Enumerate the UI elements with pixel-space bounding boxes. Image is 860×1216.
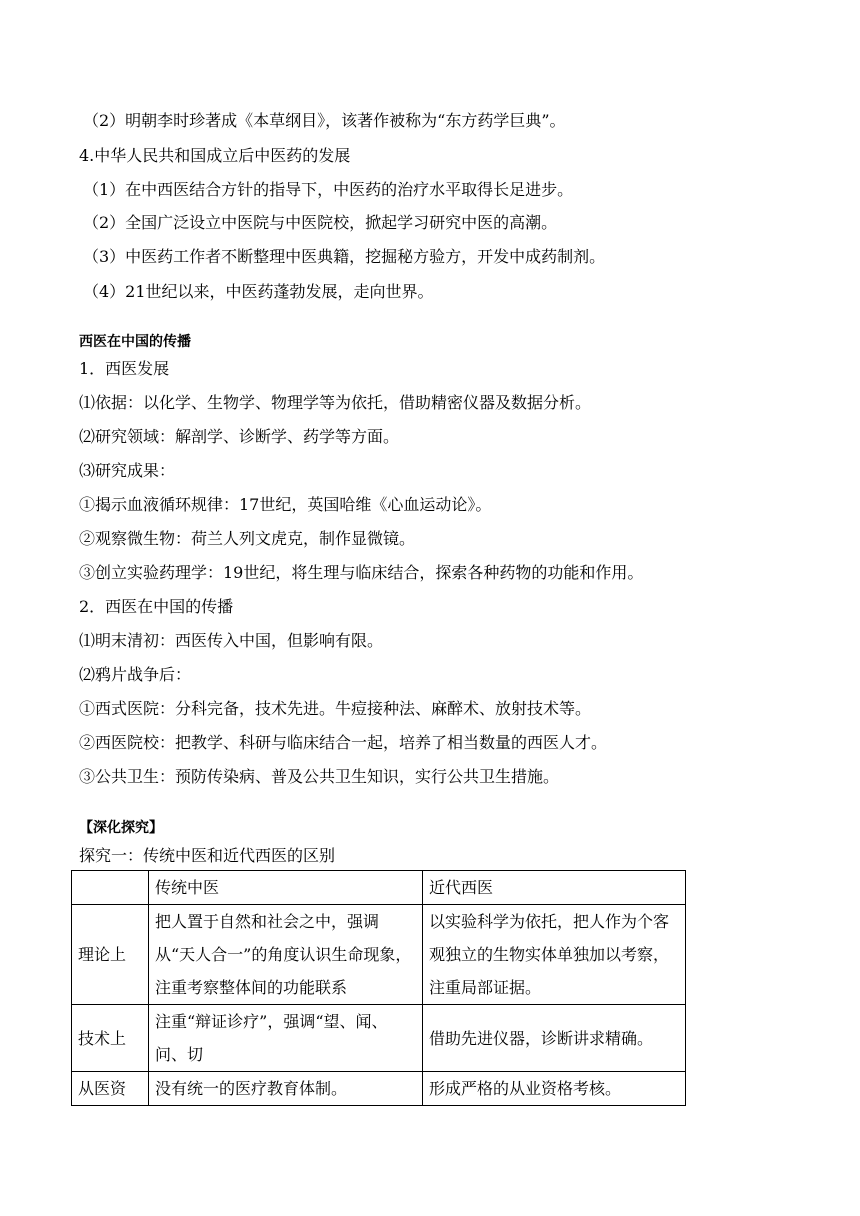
paragraph-line: ⑶研究成果： [79,461,176,480]
table-header-cell [72,871,149,905]
section-heading: 1．西医发展 [79,359,170,378]
section-title: 西医在中国的传播 [79,334,191,350]
table-row-label: 从医资 [72,1072,149,1106]
table-cell: 把人置于自然和社会之中，强调从“天人合一”的角度认识生命现象，注重考察整体间的功能联系 [149,905,423,1005]
table-header-row [72,871,686,905]
paragraph-line: ⑴明末清初：西医传入中国，但影响有限。 [79,631,384,650]
paragraph-line: ③公共卫生：预防传染病、普及公共卫生知识，实行公共卫生措施。 [79,767,560,786]
table-header-cell: 传统中医 [149,871,423,905]
paragraph-line: ②观察微生物：荷兰人列文虎克，制作显微镜。 [79,529,416,548]
paragraph-line: ③创立实验药理学：19世纪，将生理与临床结合，探索各种药物的功能和作用。 [79,563,644,582]
table-cell: 注重“辩证诊疗”，强调“望、闻、问、切 [149,1005,423,1072]
paragraph-line: ⑵鸦片战争后： [79,665,192,684]
table-cell: 没有统一的医疗教育体制。 [149,1072,423,1106]
comparison-table [71,870,686,1106]
section-heading: 2．西医在中国的传播 [79,597,234,616]
paragraph-line: ②西医院校：把教学、科研与临床结合一起，培养了相当数量的西医人才。 [79,733,608,752]
table-header-cell: 近代西医 [423,871,686,905]
table-cell: 形成严格的从业资格考核。 [423,1072,686,1106]
paragraph-line: ⑵研究领域：解剖学、诊断学、药学等方面。 [79,427,400,446]
paragraph-line: （4）21世纪以来，中医药蓬勃发展，走向世界。 [83,282,434,301]
table-cell: 借助先进仪器，诊断讲求精确。 [423,1005,686,1072]
table-row-label: 理论上 [72,905,149,1005]
table-caption: 探究一：传统中医和近代西医的区别 [79,846,336,865]
section-heading: 4.中华人民共和国成立后中医药的发展 [79,146,351,165]
table-row [72,905,686,1005]
paragraph-line: ①西式医院：分科完备，技术先进。牛痘接种法、麻醉术、放射技术等。 [79,699,592,718]
section-title: 【深化探究】 [79,820,163,836]
paragraph-line: （1）在中西医结合方针的指导下，中医药的治疗水平取得长足进步。 [83,180,574,199]
paragraph-line: ⑴依据：以化学、生物学、物理学等为依托，借助精密仪器及数据分析。 [79,393,592,412]
paragraph-line: ①揭示血液循环规律：17世纪，英国哈维《心血运动论》。 [79,495,492,514]
table-row [72,1072,686,1106]
paragraph-line: （3）中医药工作者不断整理中医典籍，挖掘秘方验方，开发中成药制剂。 [83,247,606,266]
paragraph-line: （2）明朝李时珍著成《本草纲目》，该著作被称为“东方药学巨典”。 [83,111,566,130]
table-cell: 以实验科学为依托，把人作为个客观独立的生物实体单独加以考察，注重局部证据。 [423,905,686,1005]
table-row [72,1005,686,1072]
paragraph-line: （2）全国广泛设立中医院与中医院校，掀起学习研究中医的高潮。 [83,213,558,232]
table-row-label: 技术上 [72,1005,149,1072]
